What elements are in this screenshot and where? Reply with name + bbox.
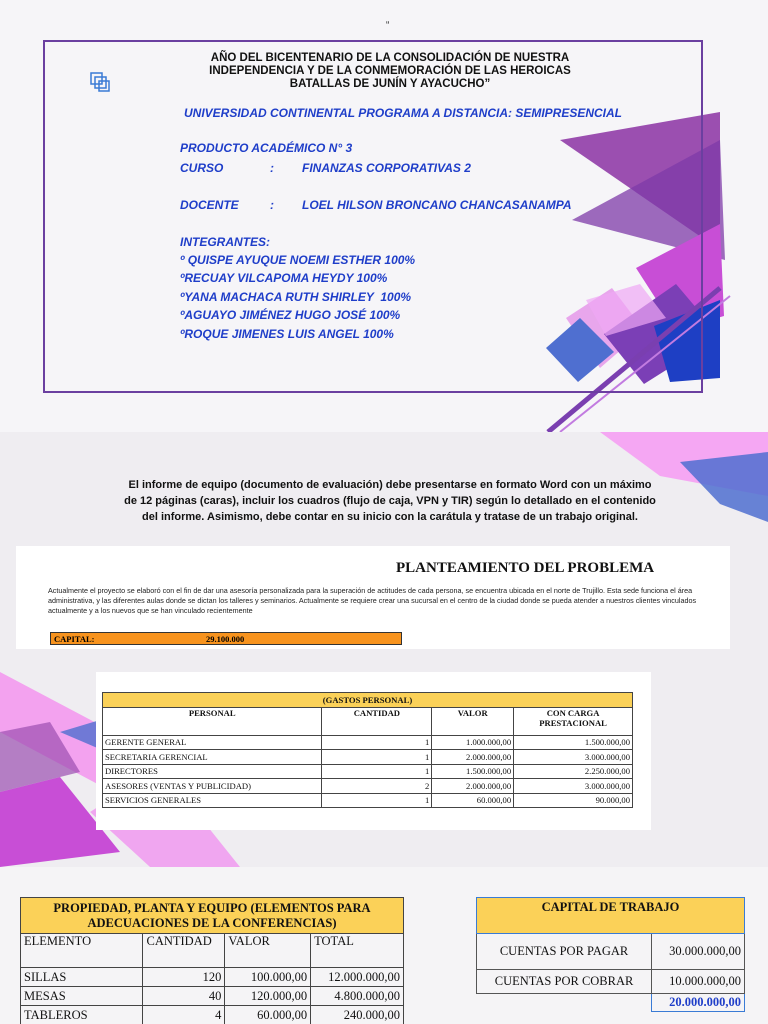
col-header: PERSONAL	[103, 707, 322, 735]
table-row: ASESORES (VENTAS Y PUBLICIDAD) 2 2.000.000,00 3.000.000,00	[103, 779, 633, 794]
members-title: INTEGRANTES:	[180, 235, 270, 249]
teacher-label: DOCENTE	[180, 198, 239, 212]
table-row: SECRETARIA GERENCIAL 1 2.000.000,00 3.000.000,00	[103, 750, 633, 765]
course-separator: :	[270, 161, 274, 175]
member-item: ºAGUAYO JIMÉNEZ HUGO JOSÉ 100%	[180, 308, 401, 322]
page-3	[0, 867, 768, 1024]
university-name: UNIVERSIDAD CONTINENTAL PROGRAMA A DISTANCIA: SEMIPRESENCIAL	[184, 106, 623, 120]
table-row: MESAS 40 120.000,00 4.800.000,00	[21, 987, 404, 1006]
quote-mark: “	[386, 20, 390, 31]
table-row: GERENTE GENERAL 1 1.000.000,00 1.500.000,00	[103, 735, 633, 750]
gastos-table	[102, 692, 633, 808]
gastos-card	[96, 672, 651, 830]
col-header: CON CARGA PRESTACIONAL	[514, 707, 633, 735]
col-header: TOTAL	[311, 934, 404, 968]
gastos-title: (GASTOS PERSONAL)	[103, 693, 633, 708]
member-item: ºRECUAY VILCAPOMA HEYDY 100%	[180, 271, 388, 285]
ppe-table	[20, 897, 404, 1024]
member-item: º QUISPE AYUQUE NOEMI ESTHER 100%	[180, 253, 416, 267]
cover-page	[0, 0, 768, 432]
table-row: CUENTAS POR PAGAR 30.000.000,00	[477, 934, 745, 970]
col-header: CANTIDAD	[143, 934, 225, 968]
heading-line-3: BATALLAS DE JUNÍN Y AYACUCHO”	[289, 78, 491, 90]
table-row: SERVICIOS GENERALES 1 60.000,00 90.000,00	[103, 793, 633, 808]
capital-label: CAPITAL:	[54, 634, 95, 644]
capital-bar	[50, 632, 402, 645]
table-row: SILLAS 120 100.000,00 12.000.000,00	[21, 968, 404, 987]
problem-title: PLANTEAMIENTO DEL PROBLEMA	[396, 560, 655, 576]
ppe-title: PROPIEDAD, PLANTA Y EQUIPO (ELEMENTOS PARA ADECUACIONES DE LA CONFERENCIAS)	[21, 898, 404, 934]
copy-pages-icon	[89, 71, 111, 93]
col-header: ELEMENTO	[21, 934, 143, 968]
working-capital-table	[476, 897, 745, 1012]
working-capital-title: CAPITAL DE TRABAJO	[477, 898, 745, 934]
course-label: CURSO	[180, 161, 224, 175]
teacher-separator: :	[270, 198, 274, 212]
course-value: FINANZAS CORPORATIVAS 2	[302, 161, 471, 175]
problem-text: Actualmente el proyecto se elaboró con el fin de dar una asesoría personalizada para la superación de actitudes de cada persona, se encuentra ubicada en el norte de Trujillo. Esta sede funciona el área administrativa, y las diferentes aulas donde se dictan los talleres y seminarios. Actualmente se requiere crear una sucursal en el centro de la ciudad donde se pueda atender a nuestros clientes vinculados actualmente y a los nuevos que se han vinculado recientemente	[48, 586, 697, 615]
table-row: DIRECTORES 1 1.500.000,00 2.250.000,00	[103, 764, 633, 779]
heading-line-1: AÑO DEL BICENTENARIO DE LA CONSOLIDACIÓN DE NUESTRA	[210, 52, 570, 64]
member-item: ºYANA MACHACA RUTH SHIRLEY 100%	[180, 290, 412, 304]
page-2	[0, 432, 768, 867]
total-row	[477, 994, 745, 1012]
member-item: ºROQUE JIMENES LUIS ANGEL 100%	[180, 327, 394, 341]
problem-card	[16, 546, 730, 649]
table-row: CUENTAS POR COBRAR 10.000.000,00	[477, 970, 745, 994]
capital-value: 29.100.000	[206, 634, 245, 644]
working-capital-total: 20.000.000,00	[652, 994, 745, 1012]
heading-line-2: INDEPENDENCIA Y DE LA CONMEMORACIÓN DE LAS HEROICAS	[209, 65, 571, 77]
intro-paragraph: El informe de equipo (documento de evaluación) debe presentarse en formato Word con un máximo de 12 páginas (caras), incluir los cuadros (flujo de caja, VPN y TIR) según lo detallado en el contenido del informe. Asimismo, debe contar en su inicio con la carátula y tratase de un trabajo original.	[124, 479, 656, 523]
col-header: CANTIDAD	[322, 707, 432, 735]
product-title: PRODUCTO ACADÉMICO N° 3	[180, 141, 353, 155]
col-header: VALOR	[225, 934, 311, 968]
teacher-value: LOEL HILSON BRONCANO CHANCASANAMPA	[302, 198, 572, 212]
col-header: VALOR	[432, 707, 514, 735]
table-row: TABLEROS 4 60.000,00 240.000,00	[21, 1006, 404, 1024]
